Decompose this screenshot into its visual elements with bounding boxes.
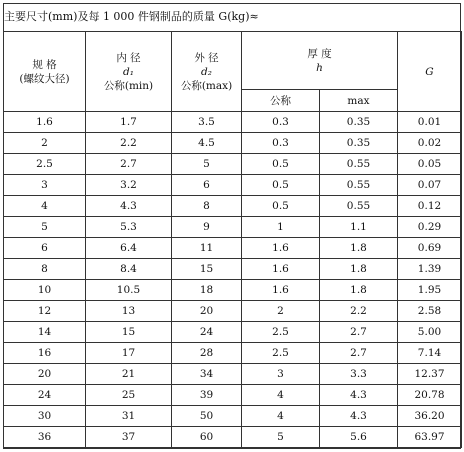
- washer-dimensions-table: [3, 31, 462, 448]
- header-outer-line1: 外 径: [194, 51, 219, 64]
- table-row: [4, 133, 462, 154]
- cell-spec: 3: [4, 175, 86, 196]
- cell-inner-diameter: 2.7: [86, 154, 172, 175]
- table-row: [4, 238, 462, 259]
- cell-spec: 36: [4, 427, 86, 448]
- table-caption: 主要尺寸(mm)及每 1 000 件钢制品的质量 G(kg)≈: [4, 10, 259, 23]
- cell-outer-diameter: 60: [172, 427, 242, 448]
- cell-thickness-max: 1.1: [320, 217, 398, 238]
- cell-outer-diameter: 3.5: [172, 112, 242, 133]
- cell-inner-diameter: 31: [86, 406, 172, 427]
- cell-thickness-max: 1.8: [320, 238, 398, 259]
- cell-inner-diameter: 37: [86, 427, 172, 448]
- cell-thickness-max: 2.7: [320, 322, 398, 343]
- cell-outer-diameter: 8: [172, 196, 242, 217]
- cell-spec: 10: [4, 280, 86, 301]
- cell-thickness-max: 2.2: [320, 301, 398, 322]
- table-row: [4, 154, 462, 175]
- table-row: [4, 343, 462, 364]
- cell-thickness-nominal: 0.3: [242, 133, 320, 154]
- cell-spec: 5: [4, 217, 86, 238]
- table-row: [4, 427, 462, 448]
- cell-outer-diameter: 11: [172, 238, 242, 259]
- cell-mass: 2.58: [398, 301, 462, 322]
- cell-thickness-nominal: 1: [242, 217, 320, 238]
- cell-mass: 0.02: [398, 133, 462, 154]
- cell-thickness-nominal: 4: [242, 406, 320, 427]
- cell-mass: 0.01: [398, 112, 462, 133]
- cell-thickness-nominal: 4: [242, 385, 320, 406]
- header-thick-nominal: 公称: [242, 90, 320, 112]
- header-inner-line1: 内 径: [116, 51, 141, 64]
- table-row: [4, 385, 462, 406]
- cell-thickness-nominal: 1.6: [242, 280, 320, 301]
- cell-outer-diameter: 5: [172, 154, 242, 175]
- cell-inner-diameter: 13: [86, 301, 172, 322]
- cell-mass: 0.69: [398, 238, 462, 259]
- header-inner-diameter: [86, 32, 172, 112]
- cell-spec: 2.5: [4, 154, 86, 175]
- cell-outer-diameter: 24: [172, 322, 242, 343]
- table-row: [4, 259, 462, 280]
- cell-outer-diameter: 20: [172, 301, 242, 322]
- header-thick-max: max: [320, 90, 398, 112]
- header-spec: [4, 32, 86, 112]
- cell-inner-diameter: 10.5: [86, 280, 172, 301]
- cell-thickness-nominal: 0.5: [242, 196, 320, 217]
- cell-inner-diameter: 25: [86, 385, 172, 406]
- cell-mass: 0.29: [398, 217, 462, 238]
- cell-outer-diameter: 4.5: [172, 133, 242, 154]
- cell-inner-diameter: 3.2: [86, 175, 172, 196]
- cell-thickness-max: 1.8: [320, 280, 398, 301]
- cell-thickness-max: 0.35: [320, 133, 398, 154]
- cell-thickness-max: 0.55: [320, 154, 398, 175]
- cell-spec: 16: [4, 343, 86, 364]
- cell-spec: 2: [4, 133, 86, 154]
- table-row: [4, 175, 462, 196]
- cell-thickness-max: 4.3: [320, 406, 398, 427]
- cell-spec: 4: [4, 196, 86, 217]
- cell-mass: 63.97: [398, 427, 462, 448]
- cell-thickness-max: 0.55: [320, 175, 398, 196]
- cell-outer-diameter: 28: [172, 343, 242, 364]
- header-thick-symbol: h: [316, 61, 323, 74]
- cell-inner-diameter: 21: [86, 364, 172, 385]
- cell-thickness-nominal: 2.5: [242, 322, 320, 343]
- header-outer-line3: 公称(max): [180, 79, 233, 92]
- cell-thickness-max: 4.3: [320, 385, 398, 406]
- header-mass: G: [398, 32, 462, 112]
- table-row: [4, 301, 462, 322]
- cell-spec: 20: [4, 364, 86, 385]
- cell-thickness-nominal: 1.6: [242, 259, 320, 280]
- cell-thickness-nominal: 3: [242, 364, 320, 385]
- header-spec-line2: (螺纹大径): [19, 72, 70, 85]
- cell-inner-diameter: 8.4: [86, 259, 172, 280]
- cell-mass: 0.07: [398, 175, 462, 196]
- cell-mass: 7.14: [398, 343, 462, 364]
- cell-thickness-nominal: 2: [242, 301, 320, 322]
- cell-thickness-nominal: 0.5: [242, 175, 320, 196]
- table-body: [4, 112, 462, 448]
- cell-thickness-max: 1.8: [320, 259, 398, 280]
- cell-mass: 5.00: [398, 322, 462, 343]
- cell-outer-diameter: 6: [172, 175, 242, 196]
- cell-outer-diameter: 34: [172, 364, 242, 385]
- header-inner-line3: 公称(min): [103, 79, 154, 92]
- cell-spec: 12: [4, 301, 86, 322]
- table-row: [4, 364, 462, 385]
- cell-outer-diameter: 18: [172, 280, 242, 301]
- table-row: [4, 280, 462, 301]
- cell-thickness-max: 2.7: [320, 343, 398, 364]
- cell-mass: 0.12: [398, 196, 462, 217]
- table-row: [4, 322, 462, 343]
- cell-spec: 14: [4, 322, 86, 343]
- cell-thickness-max: 0.35: [320, 112, 398, 133]
- cell-inner-diameter: 17: [86, 343, 172, 364]
- cell-mass: 20.78: [398, 385, 462, 406]
- cell-mass: 1.95: [398, 280, 462, 301]
- cell-inner-diameter: 6.4: [86, 238, 172, 259]
- cell-inner-diameter: 2.2: [86, 133, 172, 154]
- cell-mass: 0.05: [398, 154, 462, 175]
- cell-thickness-nominal: 0.3: [242, 112, 320, 133]
- cell-spec: 6: [4, 238, 86, 259]
- header-thick-line1: 厚 度: [307, 47, 332, 60]
- table-row: [4, 406, 462, 427]
- header-spec-line1: 规 格: [32, 58, 57, 71]
- cell-spec: 8: [4, 259, 86, 280]
- cell-inner-diameter: 5.3: [86, 217, 172, 238]
- cell-thickness-nominal: 0.5: [242, 154, 320, 175]
- cell-spec: 1.6: [4, 112, 86, 133]
- cell-outer-diameter: 9: [172, 217, 242, 238]
- cell-thickness-max: 5.6: [320, 427, 398, 448]
- cell-inner-diameter: 4.3: [86, 196, 172, 217]
- cell-outer-diameter: 15: [172, 259, 242, 280]
- header-thickness: [242, 32, 398, 90]
- header-outer-diameter: [172, 32, 242, 112]
- cell-mass: 1.39: [398, 259, 462, 280]
- cell-thickness-max: 0.55: [320, 196, 398, 217]
- cell-outer-diameter: 50: [172, 406, 242, 427]
- cell-thickness-nominal: 1.6: [242, 238, 320, 259]
- cell-inner-diameter: 1.7: [86, 112, 172, 133]
- header-inner-symbol: d₁: [123, 65, 134, 78]
- header-outer-symbol: d₂: [201, 65, 212, 78]
- cell-mass: 12.37: [398, 364, 462, 385]
- cell-spec: 24: [4, 385, 86, 406]
- table-row: [4, 196, 462, 217]
- cell-thickness-nominal: 2.5: [242, 343, 320, 364]
- cell-inner-diameter: 15: [86, 322, 172, 343]
- cell-thickness-max: 3.3: [320, 364, 398, 385]
- table-row: [4, 217, 462, 238]
- table-row: [4, 112, 462, 133]
- cell-outer-diameter: 39: [172, 385, 242, 406]
- cell-spec: 30: [4, 406, 86, 427]
- cell-thickness-nominal: 5: [242, 427, 320, 448]
- cell-mass: 36.20: [398, 406, 462, 427]
